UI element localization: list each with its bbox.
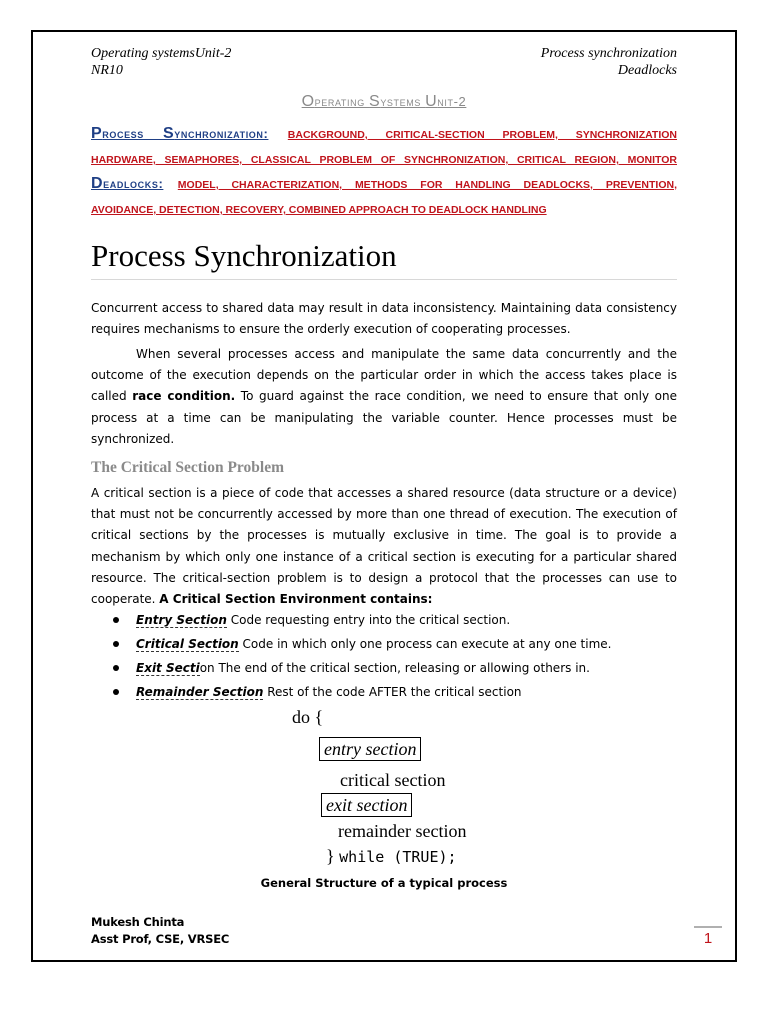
list-item: Critical Section Code in which only one process can execute at any one time. xyxy=(91,634,677,658)
code-critical-section: critical section xyxy=(340,770,446,790)
header-topic-1: Process synchronization xyxy=(540,46,677,61)
header-regulation: NR10 xyxy=(91,63,123,78)
running-header-left xyxy=(91,45,231,79)
toc-sync-items-2: HARDWARE, SEMAPHORES, CLASSICAL PROBLEM OF SYNCHRONIZATION, CRITICAL REGION, MONITOR xyxy=(91,154,677,166)
header-topic-2: Deadlocks xyxy=(617,63,677,78)
document-title: Operating Systems Unit-2 xyxy=(301,93,467,110)
subsection-heading: The Critical Section Problem xyxy=(91,459,285,476)
toc-deadlock-items-2: AVOIDANCE, DETECTION, RECOVERY, COMBINED APPROACH TO DEADLOCK HANDLING xyxy=(91,204,547,216)
footer-role: Asst Prof, CSE, VRSEC xyxy=(91,932,230,946)
code-do: do { xyxy=(292,707,324,727)
toc-deadlock-items-1: MODEL, CHARACTERIZATION, METHODS FOR HANDLING DEADLOCKS, PREVENTION, xyxy=(177,179,678,191)
header-course: Operating systemsUnit-2 xyxy=(91,46,232,61)
bullet-icon xyxy=(113,665,119,671)
bullet-icon xyxy=(113,641,119,647)
code-remainder-section: remainder section xyxy=(338,821,467,841)
code-while: } while (TRUE); xyxy=(326,846,457,866)
toc-sync-line2 xyxy=(91,146,677,173)
race-condition-term: race condition. xyxy=(132,389,236,404)
toc-deadlock-lead: Deadlocks: xyxy=(91,175,164,192)
section-heading: Process Synchronization xyxy=(91,236,677,280)
critical-section-list xyxy=(91,610,677,706)
bullet-icon xyxy=(113,617,119,623)
toc-sync-lead: Process Synchronization: xyxy=(91,125,269,142)
page-number-rule xyxy=(694,926,722,928)
list-item: Entry Section Code requesting entry into the critical section. xyxy=(91,610,677,634)
footer-author: Mukesh Chinta xyxy=(91,915,185,929)
toc-sync-line1 xyxy=(91,121,677,148)
footer-author-block xyxy=(91,914,229,948)
code-exit-section: exit section xyxy=(321,794,412,816)
intro-paragraph-1: Concurrent access to shared data may result in data inconsistency. Maintaining data consistency requires mechanisms to ensure the orderly execution of cooperating processes. xyxy=(91,301,677,337)
intro-paragraph-2: When several processes access and manipulate the same data concurrently and the outcome of the execution depends on the particular order in which the access takes place is called race condition. To guard against the race condition, we need to ensure that only one process at a time can be manipulating the variable counter. Hence processes must be synchronized. xyxy=(91,347,677,446)
toc-deadlock-line1 xyxy=(91,171,677,198)
toc-deadlock-line2 xyxy=(91,196,677,223)
running-header-right xyxy=(541,45,677,79)
list-item: Remainder Section Rest of the code AFTER the critical section xyxy=(91,682,677,706)
page-number: 1 xyxy=(703,930,713,947)
figure-caption: General Structure of a typical process xyxy=(260,876,508,890)
code-entry-section: entry section xyxy=(319,738,421,760)
toc-sync-items-1: BACKGROUND, CRITICAL-SECTION PROBLEM, SYNCHRONIZATION xyxy=(287,129,678,141)
critical-section-paragraph: A critical section is a piece of code that accesses a shared resource (data structure or a device) that must not be concurrently accessed by more than one thread of execution. The execution of critical sections by the processes is mutually exclusive in time. The goal is to provide a mechanism by which only one instance of a critical section is executing for a particular shared resource. The critical-section problem is to design a protocol that the processes can use to cooperate. A Critical Section Environment contains: xyxy=(91,486,677,607)
list-item: Exit Section The end of the critical section, releasing or allowing others in. xyxy=(91,658,677,682)
bullet-icon xyxy=(113,689,119,695)
